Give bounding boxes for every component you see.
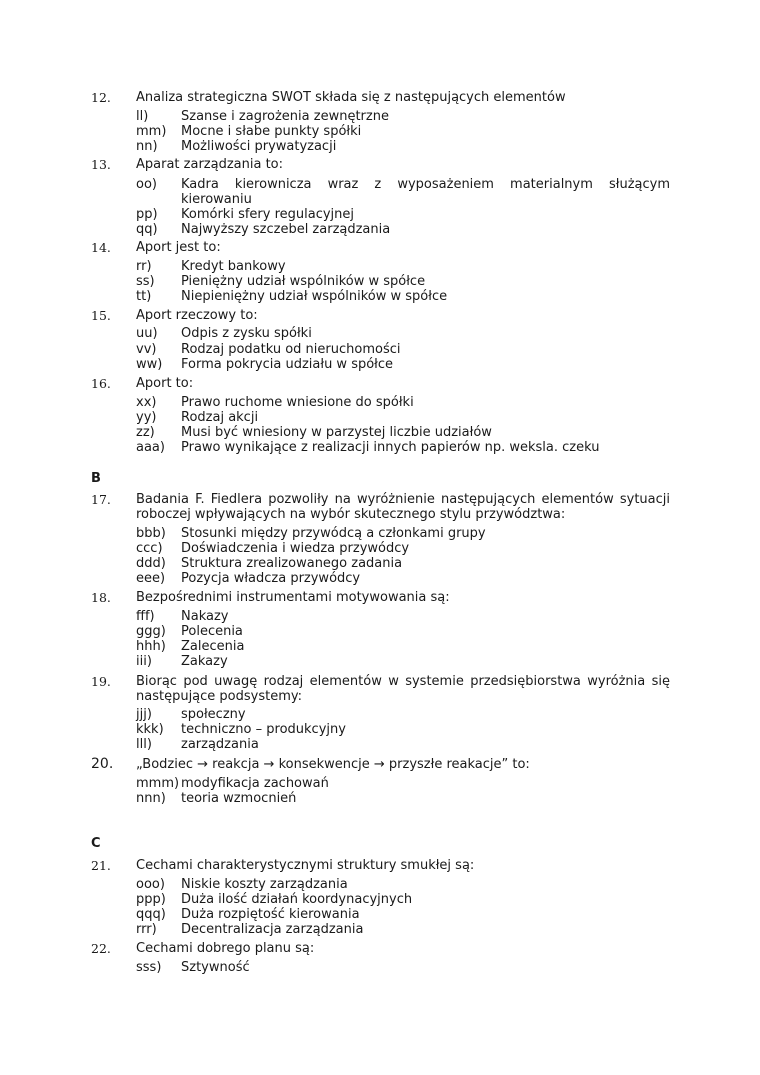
question-number: 21.: [91, 858, 111, 873]
option-text: Prawo wynikające z realizacji innych papierów np. weksla. czeku: [181, 440, 600, 455]
question-text: Aport jest to:: [136, 240, 221, 255]
option-text: techniczno – produkcyjny: [181, 722, 346, 737]
option-label: zz): [136, 425, 155, 440]
option-text: Duża ilość działań koordynacyjnych: [181, 892, 413, 907]
question-text: Cechami dobrego planu są:: [136, 941, 315, 956]
option-text: Rodzaj podatku od nieruchomości: [181, 342, 401, 357]
answer-option: [0, 177, 760, 207]
option-text: Szanse i zagrożenia zewnętrzne: [181, 109, 389, 124]
answer-option: [0, 654, 760, 669]
answer-option: [0, 222, 760, 237]
question-number: 15.: [91, 308, 111, 323]
answer-option: [0, 639, 760, 654]
option-text: Zalecenia: [181, 639, 245, 654]
question-text: Badania F. Fiedlera pozwoliły na wyróżnienie następujących elementów sytuacji roboczej wpływających na wybór skutecznego stylu przywództwa:: [136, 492, 670, 522]
option-label: qqq): [136, 907, 166, 922]
option-label: ll): [136, 109, 149, 124]
option-text: zarządzania: [181, 737, 259, 752]
answer-option: [0, 892, 760, 907]
option-text: Kadra kierownicza wraz z wyposażeniem materialnym służącym kierowaniu: [181, 177, 670, 207]
option-text: Sztywność: [181, 960, 250, 975]
answer-option: [0, 707, 760, 722]
answer-option: [0, 425, 760, 440]
answer-option: [0, 609, 760, 624]
option-text: Duża rozpiętość kierowania: [181, 907, 360, 922]
question-number: 14.: [91, 240, 111, 255]
answer-option: [0, 624, 760, 639]
option-label: rrr): [136, 922, 157, 937]
question-text: Cechami charakterystycznymi struktury smukłej są:: [136, 858, 475, 873]
option-label: nn): [136, 139, 158, 154]
answer-option: [0, 274, 760, 289]
answer-option: [0, 907, 760, 922]
option-label: ww): [136, 357, 163, 372]
option-text: społeczny: [181, 707, 246, 722]
answer-option: [0, 289, 760, 304]
option-label: eee): [136, 571, 166, 586]
option-text: teoria wzmocnień: [181, 791, 297, 806]
option-text: Decentralizacja zarządzania: [181, 922, 364, 937]
answer-option: [0, 571, 760, 586]
option-text: modyfikacja zachowań: [181, 776, 329, 791]
option-text: Najwyższy szczebel zarządzania: [181, 222, 391, 237]
option-label: ooo): [136, 877, 165, 892]
option-label: hhh): [136, 639, 166, 654]
question-text: Analiza strategiczna SWOT składa się z następujących elementów: [136, 90, 566, 105]
option-text: Nakazy: [181, 609, 229, 624]
question-number: 18.: [91, 590, 111, 605]
section-heading-b: B: [91, 471, 101, 486]
option-label: fff): [136, 609, 155, 624]
option-label: vv): [136, 342, 157, 357]
question-text: „Bodziec → reakcja → konsekwencje → przyszłe reakacje” to:: [136, 757, 530, 772]
option-label: rr): [136, 259, 152, 274]
option-text: Kredyt bankowy: [181, 259, 286, 274]
option-label: jjj): [136, 707, 152, 722]
answer-option: [0, 541, 760, 556]
answer-option: [0, 440, 760, 455]
question-text: Bezpośrednimi instrumentami motywowania są:: [136, 590, 450, 605]
section-heading-c: C: [91, 836, 101, 851]
option-label: yy): [136, 410, 157, 425]
option-label: qq): [136, 222, 158, 237]
question-number: 17.: [91, 492, 111, 507]
option-label: ggg): [136, 624, 166, 639]
answer-option: [0, 960, 760, 975]
answer-option: [0, 722, 760, 737]
option-label: nnn): [136, 791, 166, 806]
question-number: 19.: [91, 674, 111, 689]
answer-option: [0, 526, 760, 541]
question-number: 12.: [91, 90, 111, 105]
option-label: uu): [136, 326, 158, 341]
answer-option: [0, 556, 760, 571]
option-text: Komórki sfery regulacyjnej: [181, 207, 355, 222]
option-label: lll): [136, 737, 152, 752]
option-text: Musi być wniesiony w parzystej liczbie udziałów: [181, 425, 492, 440]
option-label: ppp): [136, 892, 166, 907]
question-text: Biorąc pod uwagę rodzaj elementów w systemie przedsiębiorstwa wyróżnia się następujące podsystemy:: [136, 674, 670, 704]
option-text: Możliwości prywatyzacji: [181, 139, 337, 154]
answer-option: [0, 207, 760, 222]
answer-option: [0, 776, 760, 791]
option-label: oo): [136, 177, 157, 192]
question-number: 20.: [91, 756, 114, 772]
option-text: Forma pokrycia udziału w spółce: [181, 357, 394, 372]
option-text: Rodzaj akcji: [181, 410, 259, 425]
option-text: Pieniężny udział wspólników w spółce: [181, 274, 426, 289]
option-text: Stosunki między przywódcą a członkami grupy: [181, 526, 486, 541]
option-label: kkk): [136, 722, 164, 737]
option-text: Pozycja władcza przywódcy: [181, 571, 361, 586]
answer-option: [0, 791, 760, 806]
answer-option: [0, 124, 760, 139]
question-text: Aport to:: [136, 376, 194, 391]
option-label: sss): [136, 960, 162, 975]
question-text: Aport rzeczowy to:: [136, 308, 258, 323]
option-text: Odpis z zysku spółki: [181, 326, 312, 341]
option-text: Niepieniężny udział wspólników w spółce: [181, 289, 448, 304]
question-number: 13.: [91, 157, 111, 172]
answer-option: [0, 357, 760, 372]
answer-option: [0, 326, 760, 341]
option-label: mmm): [136, 776, 180, 791]
option-label: xx): [136, 395, 157, 410]
question-number: 16.: [91, 376, 111, 391]
answer-option: [0, 259, 760, 274]
option-label: mm): [136, 124, 167, 139]
option-text: Prawo ruchome wniesione do spółki: [181, 395, 414, 410]
option-label: ss): [136, 274, 155, 289]
question-number: 22.: [91, 941, 111, 956]
option-text: Niskie koszty zarządzania: [181, 877, 348, 892]
option-text: Zakazy: [181, 654, 228, 669]
option-label: pp): [136, 207, 158, 222]
option-text: Polecenia: [181, 624, 243, 639]
option-label: bbb): [136, 526, 166, 541]
option-label: ccc): [136, 541, 163, 556]
answer-option: [0, 139, 760, 154]
option-label: tt): [136, 289, 152, 304]
option-label: ddd): [136, 556, 166, 571]
option-text: Doświadczenia i wiedza przywódcy: [181, 541, 410, 556]
option-label: iii): [136, 654, 152, 669]
answer-option: [0, 109, 760, 124]
answer-option: [0, 410, 760, 425]
answer-option: [0, 395, 760, 410]
question-text: Aparat zarządzania to:: [136, 157, 283, 172]
option-label: aaa): [136, 440, 165, 455]
answer-option: [0, 877, 760, 892]
answer-option: [0, 737, 760, 752]
answer-option: [0, 342, 760, 357]
option-text: Struktura zrealizowanego zadania: [181, 556, 403, 571]
answer-option: [0, 922, 760, 937]
option-text: Mocne i słabe punkty spółki: [181, 124, 362, 139]
